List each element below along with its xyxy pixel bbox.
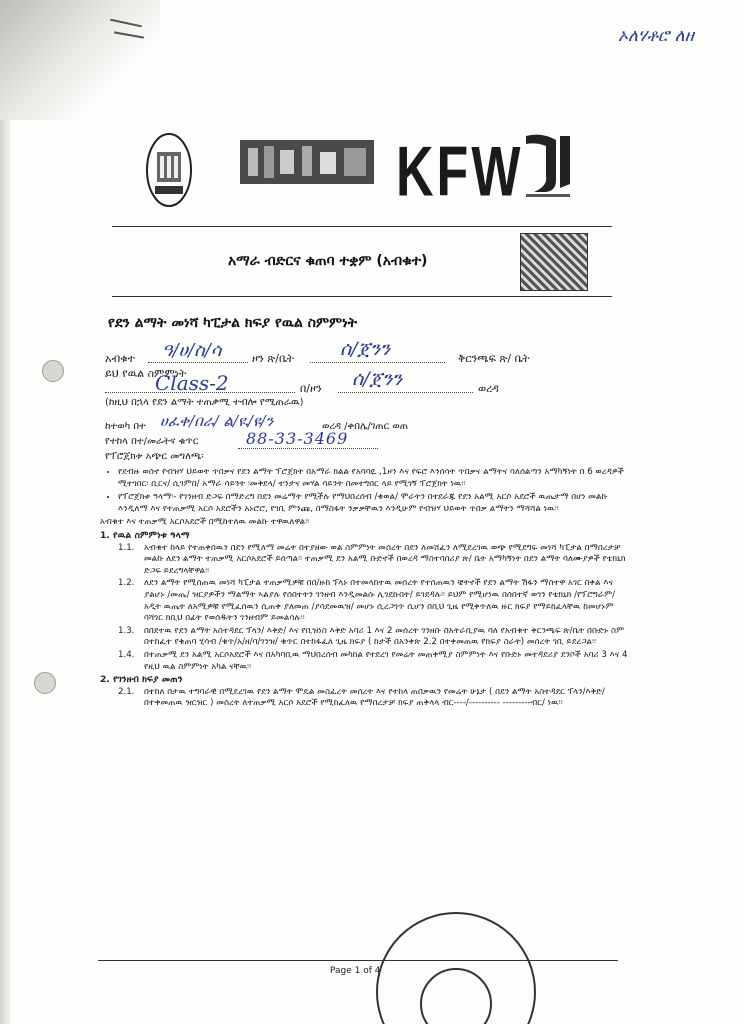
contract-label: ይህ የዉል ስምምነት (105, 367, 187, 380)
representative-name-value: ሀፈቀ/በራ/ ል/ዪ/ዩ/ን (160, 412, 274, 430)
clause-text: በተጠቃሚ ደን አልሚ አርሶአደሮች እና በአካባቢዉ ማህበረሰብ መካከል የተደረገ የመሬት መጠቀሚያ ስምምነት እና የቡድኑ መተዳደሪያ ደንቦች አባሪ 3 እና 4 የዚህ ዉል ስምምነት አካል ናቸዉ፡፡ (144, 649, 628, 672)
representative-label: ከተወካ በተ (105, 421, 146, 432)
parties-intro: አብቁተ እና ተጠቃሚ አርሶአደሮች በሚከተለዉ መልኩ ተዋዉለዋል፡፡ (100, 517, 310, 528)
zone-label: ዞን ጽ/ቤት (252, 352, 295, 365)
woreda-value: ሰ/ጀንን (352, 368, 403, 390)
stamp-emblem (420, 968, 492, 1024)
german-cooperation-banner-logo (240, 140, 374, 184)
clause-text: ለደን ልማት የሚሰጠዉ መነሻ ካፒታል ተጠቃሚዎቹ በበ/ዙከ ፕላኑ በተመላከተዉ መሰረት የተሰጠዉን ቼትኖች የደን ልማት ሽፋን ማስተዋ አገር በቀል እና ያልሆኑ /መጤ/ ዝርያዎችን ማልማት ኣልያሉ የሰበተትን ገንዘብ እንዲመልሱ ሊገደኩበት/ ይገደዳሉ፡፡ ይህም የሚሆነዉ በሰበተኛ ወገን የቴክኒክ /የፕሮግራም/ አዲት ዉጤት ለአሚዎቹ የሚፈሰዉን ሲጠቀ ያለመጠ /ያሳደመዉዝ/ መሆኑ ሲረጋገጥ ሲሆን በቢህ ጊዜ የሚቀጥለዉ ዙር ክፍያ የማይከፈላቸዉ ከመሆኑም ባሻገር ክቢህ በፊት የወሰዱትን ገንዘብም ይመልሳሉ፡፡ (144, 578, 616, 624)
section-title: የገንዘብ ክፍያ መጠን (113, 674, 183, 686)
branch-label: አብቁተ (105, 352, 136, 365)
fill-line (310, 362, 445, 363)
section-2-heading (100, 674, 628, 686)
zone-value: ሰ/ጀንን (340, 338, 391, 360)
clause-text: በተከለ በታዉ ተግባራዊ በሚደረገዉ የደን ልማት ሞዴል መስፈረት መሰረት እና የተከላ ጠበቃዉን የመሬት ሁኔታ ( በደን ልማት አስተዳደር ፕላን/እቅድ/ በተቀመጠዉ ዝርዝር ) መሰረት ለተጠቃሚ አርሶ አደሮች የሚከፈለዉ የማበረታቻ ክፍያ ጠቅላላ ብር----/---------- ---------ብር/ ነዉ፡፡ (144, 686, 605, 709)
project-bullet: • የደብዙ ወሰኖ የብዝሃ ህይወት ጥበቃና የደን ልማት ፕሮጀክት በአማራ ክልል የአባባዪ ,1ዞን እና የፍሮ እንሰሳት ጥበቃና ልማትና ባለሰልጣን አማካኝነት በ 6 ወረዳዎች ሚተገበር፡ ቢርና/ ሲገምበ/ አማራ ሳይንት ፡መቅደላ/ ተንታና መሃል ሳይንት በመተግበር ላይ የሚገኝ ፕሮጀክት ነዉ፡፡ (118, 467, 628, 490)
project-bullet: • የፕሮጀክቱ ዓላማ፡- የገንዘብ ድጋፍ በማድረግ በደን መሬማት የሚችሉ የማህበረሰብ /ቁወል/ ሞራትን በተደራጁ የደን አልሚ አርሶ አደሮች ዉጤታማ በሆነ መልኩ እንዲለማ እና የተጠቃሚ አርሶ አደሮችን አኑሮሮ, የገቢ ምንጩ, በማስፋት ንቃቃቸዉን እንዲሁም የብዝሃ ህይወት ጥበቃ ልማትን ማሻሻል ነዉ፡፡ (118, 492, 628, 515)
handwritten-corner-note: ኦለሃቶሮ ለዘ (618, 26, 694, 46)
footer-rule (98, 960, 618, 961)
beneficiary-note: (ከዚህ በኋላ የደን ልማት ተጠቃሚ ተብሎ የሚጠራዉ) (105, 397, 304, 408)
clause-number: 2.1. (118, 686, 135, 697)
clause (118, 650, 628, 673)
phone-label: የተከላ በተ/መራትና ቁጥር (105, 436, 199, 447)
woreda-label: ወረዳ (478, 382, 499, 395)
clause-number: 1.1. (118, 542, 135, 553)
section-1-heading (100, 530, 628, 542)
header-rule (112, 296, 612, 297)
amhara-region-emblem-logo (145, 130, 193, 210)
branch-office-label: ቅርንጫፍ ጽ/ ቤት (458, 352, 530, 365)
organization-name: አማራ ብድርና ቁጠባ ተቋም (አብቁተ) (228, 253, 428, 269)
kebele-label: ወረዳ /ቀበሌ/ገጠር ወጠ (322, 421, 409, 432)
document-title: የደን ልማት መነሻ ካፒታል ክፍያ የዉል ስምምነት (108, 315, 358, 331)
section-number: 1. (100, 529, 110, 541)
branch-value: ዓ/ሀ/ስ/ሳ (162, 340, 222, 361)
kfw-logo: KFW (396, 133, 524, 212)
clause (118, 578, 628, 624)
paper-edge (0, 0, 10, 1024)
header-rule (112, 226, 612, 227)
section-title: የዉል ስምምነቱ ዓላማ (113, 529, 190, 541)
project-summary-label: የፕሮጀክቱ አጭር መግለጫ፡ (105, 451, 204, 462)
clause-text: በበደተዉ የደን ልማት አስተዳደር ፕላን/ እቅድ/ እና የቢዝነስ እቅድ አባሪ 1 እና 2 መሰረት ገንዘቡ በአትራቢያዉ ባለ የአብቁተ ቅርንጫፍ ጽ/ቤት በቡድኑ ስም በተከፈተ የቁጠባ ሂሳብ /ቁጥ/አ/ዘ/ባ/ገንዝ/ ቁጥር በተከፋፈለ ጊዜ ክፍያ ( ከታች በአንቀጽ 2.2 በተቀመጠዉ የክፍያ ስራት) መሰረት ገቢ ይደረጋል፡፡ (144, 625, 625, 648)
fill-line (105, 392, 295, 393)
punch-hole (42, 360, 64, 382)
clause-number: 1.3. (118, 625, 135, 636)
official-stamp (376, 912, 536, 1024)
clause (118, 687, 628, 710)
fill-line (148, 362, 248, 363)
clause-number: 1.2. (118, 578, 135, 589)
folded-corner-shadow (0, 0, 160, 120)
clause-number: 1.4. (118, 649, 135, 660)
page-number: Page 1 of 4 (330, 966, 381, 976)
class-value: Class-2 (155, 371, 229, 395)
fill-line (338, 392, 473, 393)
punch-hole (34, 672, 56, 694)
phone-value: 88-33-3469 (246, 429, 349, 448)
contract-body (100, 467, 628, 711)
organization-logo-badge (520, 233, 588, 291)
fill-line (238, 448, 378, 449)
woreda-group-label: በ/ዞን (300, 382, 322, 395)
university-emblem-logo (522, 130, 574, 200)
clause-text: አብቁተ ከላይ የተጠቀሰዉን በደን የሚለማ መሬት በተያዘው ወል ስምምነት መሰረት በደን ለመሸፈን ለሚደረገዉ ወጭ የሚደግፍ መነሻ ካፒታል በማበረታቻ መልኩ ለደን ልማት ተጠቃሚ አርሶአደሮች ይሰጣል፡፡ ተጠቃሚ ደን አልሚ ቡድኖች በወረዳ ማስተባበሪያ ጽ/ ቤት አማካኝነት በደን ልማት ባለሙያዎች የቴክኒክ ድጋፍ ይደረግላቸዋል፡፡ (144, 542, 626, 576)
section-number: 2. (100, 674, 110, 686)
clause (118, 626, 628, 649)
clause (118, 543, 628, 578)
